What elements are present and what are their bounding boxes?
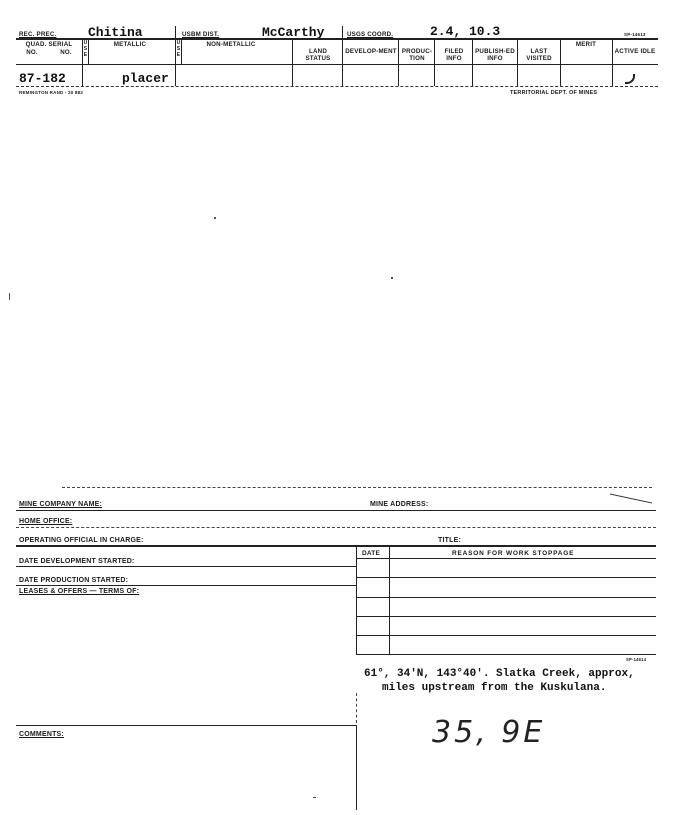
scan-speck (313, 797, 316, 798)
comments-connector (356, 693, 357, 723)
table-left-border (356, 545, 357, 655)
date-development-label: DATE DEVELOPMENT STARTED: (19, 558, 135, 565)
col-serial-no: NO. (60, 49, 72, 56)
col-quad-no: NO. (26, 49, 38, 56)
date-production-label: DATE PRODUCTION STARTED: (19, 577, 129, 584)
col-divider (434, 38, 435, 86)
usgs-coord-value: 2.4, 10.3 (430, 24, 501, 39)
rule-operating (16, 545, 656, 547)
table-date-divider (389, 545, 390, 655)
table-row-rule (356, 654, 656, 655)
home-office-label: HOME OFFICE: (19, 518, 73, 525)
table-row-rule (356, 597, 656, 598)
col-published-info: PUBLISH-ED INFO (475, 48, 515, 62)
lower-top-dash (62, 487, 652, 488)
rule-comments (16, 725, 356, 726)
scan-speck (9, 293, 10, 300)
usbm-dist-label: USBM DIST. (182, 31, 220, 38)
col-land-status: LAND STATUS (305, 48, 331, 62)
table-row-rule (356, 635, 656, 636)
mine-company-name-label: MINE COMPANY NAME: (19, 501, 103, 508)
col-filed-info: FILED INFO (444, 48, 464, 62)
form-code-top: SP-14613 (624, 32, 646, 37)
col-development: DEVELOP-MENT (345, 48, 397, 55)
header-bottom-rule (16, 86, 658, 87)
col-use-metallic: U S E (83, 40, 88, 58)
comments-label: COMMENTS: (19, 731, 64, 738)
rule-home-office (16, 527, 656, 528)
rec-prec-label: REC. PREC. (19, 31, 57, 38)
title-label: TITLE: (438, 537, 461, 544)
col-divider (472, 38, 473, 86)
rec-prec-value: Chitina (88, 25, 143, 40)
record-metallic: placer (122, 71, 169, 86)
col-divider (342, 26, 343, 86)
col-divider (181, 38, 182, 64)
col-merit: MERIT (575, 41, 597, 48)
rule-mine-company (16, 510, 656, 511)
col-divider (612, 38, 613, 86)
col-production: PRODUC-TION (401, 48, 433, 62)
header-mid-rule (16, 64, 658, 65)
operating-official-label: OPERATING OFFICIAL IN CHARGE: (19, 537, 144, 544)
col-divider (560, 38, 561, 86)
table-row-rule (356, 577, 656, 578)
territorial-dept: TERRITORIAL DEPT. OF MINES (510, 90, 598, 96)
location-note-line1: 61°, 34'N, 143°40'. Slatka Creek, approx, (364, 668, 635, 680)
handwritten-note: 35, 9E (432, 715, 546, 750)
rule-date-production (16, 585, 356, 586)
reason-column-header: REASON FOR WORK STOPPAGE (452, 550, 575, 557)
col-divider (398, 38, 399, 86)
record-quad-serial: 87-182 (19, 71, 66, 86)
col-divider (88, 38, 89, 64)
scan-curl (610, 483, 652, 504)
col-non-metallic: NON-METALLIC (206, 41, 256, 48)
col-last-visited: LAST VISITED (526, 48, 552, 62)
scan-speck (391, 277, 393, 279)
col-divider (292, 38, 293, 86)
location-note-line2: miles upstream from the Kuskulana. (382, 682, 607, 694)
col-metallic: METALLIC (113, 41, 147, 48)
leases-offers-label: LEASES & OFFERS — TERMS OF: (19, 588, 140, 595)
table-row-rule (356, 616, 656, 617)
form-code-bottom: SP-14614 (626, 657, 647, 662)
remington-imprint: REMINGTON RAND - 20 882 (19, 90, 84, 95)
col-use-nonmetallic: U S E (176, 40, 181, 58)
usbm-dist-value: McCarthy (262, 25, 325, 40)
rule-date-development (16, 566, 356, 567)
table-row-rule (356, 558, 656, 559)
scan-speck (214, 217, 216, 219)
header-top-rule (16, 38, 658, 40)
comments-right-border (356, 725, 357, 810)
active-check-mark (625, 74, 635, 84)
usgs-coord-label: USGS COORD. (347, 31, 394, 38)
date-column-header: DATE (362, 550, 381, 557)
col-quad-serial: QUAD. SERIAL (25, 41, 73, 48)
col-active-idle: ACTIVE IDLE (614, 48, 656, 55)
mine-address-label: MINE ADDRESS: (370, 501, 429, 508)
col-divider (517, 38, 518, 86)
